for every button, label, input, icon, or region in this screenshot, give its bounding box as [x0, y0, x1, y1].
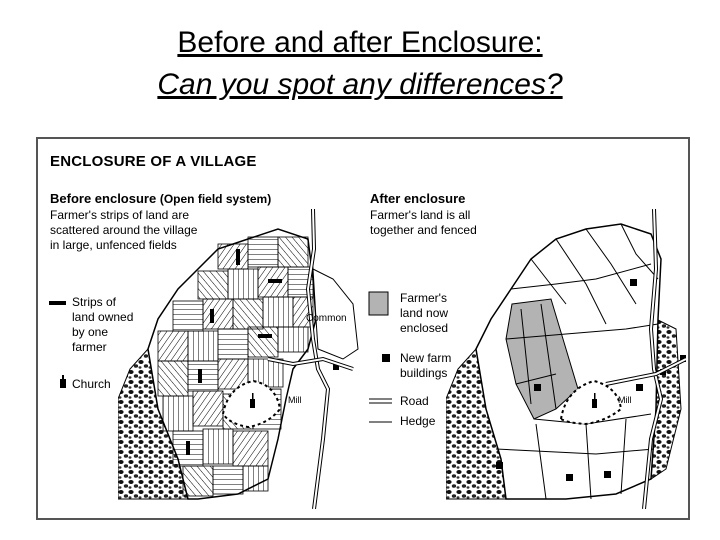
legend-enclosed	[400, 291, 448, 336]
enclosure-figure	[36, 137, 690, 520]
legend-strips-line: land owned	[72, 310, 134, 324]
building-legend-icon	[380, 352, 392, 364]
before-heading	[50, 191, 271, 206]
before-desc-line: in large, unfenced fields	[50, 238, 177, 252]
after-heading: After enclosure	[370, 191, 466, 206]
after-desc-line: together and fenced	[370, 223, 477, 237]
slide-title-line1: Before and after Enclosure:	[177, 26, 543, 59]
enclosed-legend-icon	[368, 291, 390, 317]
legend-enclosed-line: Farmer's	[400, 291, 447, 305]
legend-strips-line: Strips of	[72, 295, 117, 309]
church-legend-icon	[58, 375, 68, 389]
legend-buildings-line: New farm	[400, 351, 452, 365]
before-heading-sub: (Open field system)	[159, 192, 272, 206]
road-legend-icon	[368, 396, 394, 406]
slide-title-line2: Can you spot any differences?	[157, 68, 563, 101]
before-desc-line: Farmer's strips of land are	[50, 208, 190, 222]
legend-enclosed-line: enclosed	[400, 321, 449, 335]
legend-buildings	[400, 351, 451, 381]
figure-title: ENCLOSURE OF A VILLAGE	[50, 153, 257, 170]
before-common-label: Common	[306, 313, 347, 324]
before-desc-line: scattered around the village	[50, 223, 198, 237]
slide-title	[0, 22, 720, 106]
after-map	[446, 209, 686, 509]
strip-legend-icon	[48, 299, 68, 307]
before-map	[118, 209, 363, 509]
legend-hedge: Hedge	[400, 414, 436, 428]
legend-enclosed-line: land now	[400, 306, 449, 320]
legend-buildings-line: buildings	[400, 366, 448, 380]
legend-strips-line: farmer	[72, 340, 107, 354]
legend-church: Church	[72, 377, 111, 391]
hedge-legend-icon	[368, 419, 394, 425]
before-mill-label: Mill	[288, 395, 302, 405]
before-heading-main: Before enclosure	[50, 191, 157, 206]
legend-strips-line: by one	[72, 325, 109, 339]
legend-road: Road	[400, 394, 429, 408]
after-desc-line: Farmer's land is all	[370, 208, 471, 222]
after-mill-label: Mill	[618, 395, 632, 405]
